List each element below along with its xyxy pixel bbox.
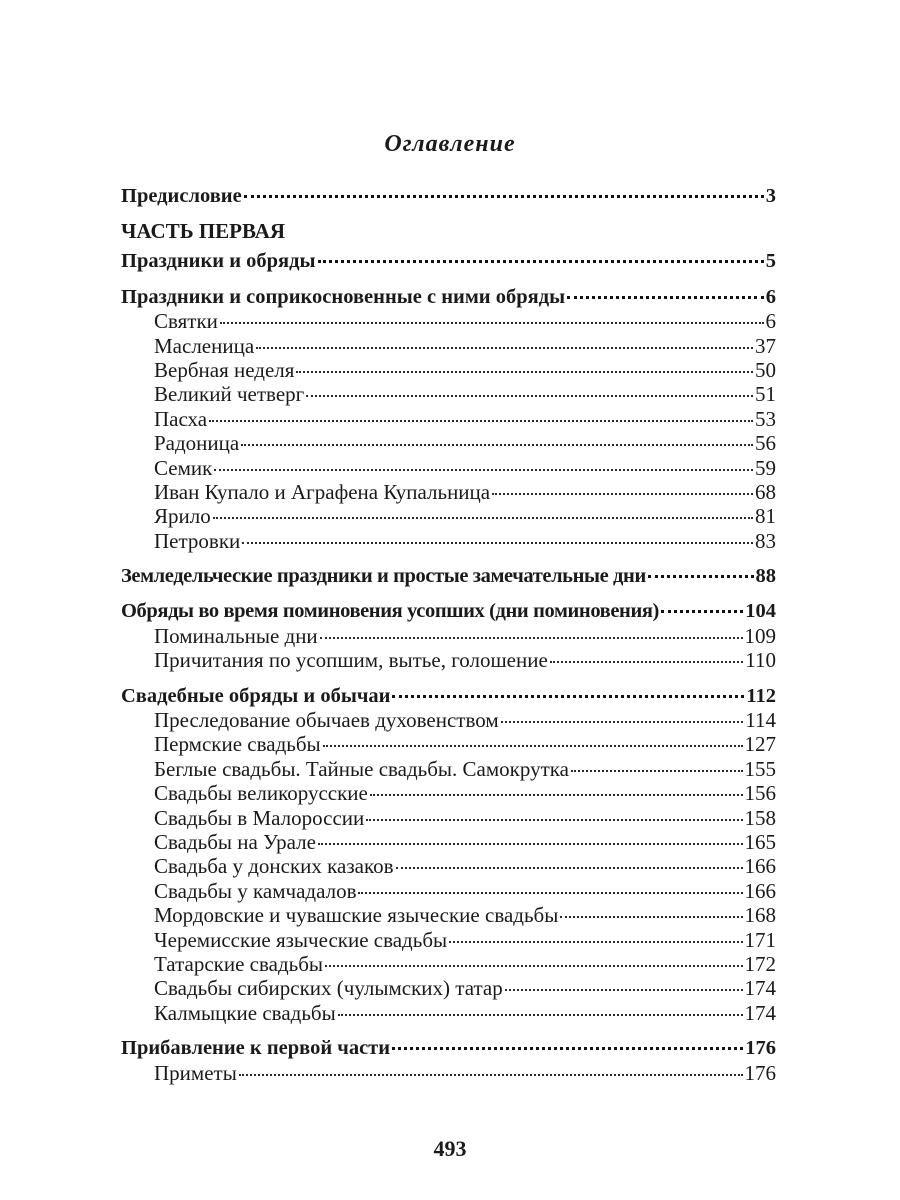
toc-entry-label: Свадьбы великорусские: [154, 781, 368, 806]
toc-subentry: [121, 879, 776, 903]
toc-subentry: [121, 358, 776, 382]
toc-entry-page: 172: [744, 951, 776, 976]
toc-subentry: [121, 504, 776, 528]
toc-entry-page: 112: [746, 684, 776, 707]
toc-entry-label: Свадьбы в Малороссии: [154, 805, 365, 830]
toc-entry-label: Великий четверг: [154, 382, 305, 407]
section-gap: [121, 673, 776, 684]
dot-leader: [256, 347, 753, 349]
toc-entry-label: Свадьбы на Урале: [154, 829, 316, 854]
toc-entry-label: Радоница: [154, 431, 240, 456]
toc-entry-label: Беглые свадьбы. Тайные свадьбы. Самокрутка: [154, 756, 569, 781]
toc-subentry: [121, 382, 776, 406]
toc-entry-label: Семик: [154, 455, 213, 480]
toc-subentry: [121, 309, 776, 333]
toc-entry-label: Петровки: [154, 528, 241, 553]
toc-entry-page: 6: [765, 309, 776, 334]
toc-entry-label: Свадьбы у камчадалов: [154, 878, 357, 903]
toc-entry-page: 3: [765, 185, 776, 207]
toc-entry-page: 166: [744, 854, 776, 879]
section-gap: [121, 588, 776, 599]
toc-entry-label: Вербная неделя: [154, 357, 295, 382]
dot-leader: [244, 195, 764, 198]
toc-entry: [121, 249, 776, 273]
toc-entry-label: Свадебные обряды и обычаи: [121, 684, 391, 707]
toc-entry-page: 155: [744, 756, 776, 781]
dot-leader: [392, 695, 744, 698]
dot-leader: [323, 745, 743, 747]
toc-subentry: [121, 480, 776, 504]
dot-leader: [501, 721, 744, 723]
toc-entry-page: 109: [744, 623, 776, 648]
toc-entry-page: 165: [744, 829, 776, 854]
toc-subentry: [121, 732, 776, 756]
toc-entry-page: 81: [755, 504, 776, 529]
toc-entry-label: Черемисские языческие свадьбы: [154, 927, 448, 952]
toc-entry-page: 37: [755, 333, 776, 358]
toc-entry-label: Свадьбы сибирских (чулымских) татар: [154, 976, 503, 1001]
section-gap: [121, 274, 776, 285]
toc-subentry: [121, 708, 776, 732]
toc-entry-page: 114: [745, 708, 776, 733]
toc-entry-page: 83: [755, 528, 776, 553]
toc-subentry: [121, 976, 776, 1000]
toc-subentry: [121, 757, 776, 781]
section-gap: [121, 1025, 776, 1036]
toc-entry-page: 176: [745, 1037, 776, 1060]
toc-entry-page: 51: [755, 382, 776, 407]
toc-entry-label: Обряды во время поминовения усопших (дни поминовения): [121, 600, 659, 623]
toc-entry-page: 53: [755, 406, 776, 431]
toc-entry-page: 174: [744, 1000, 776, 1025]
dot-leader: [338, 1014, 743, 1016]
dot-leader: [318, 260, 764, 263]
dot-leader: [209, 420, 753, 422]
dot-leader: [366, 819, 742, 821]
dot-leader: [214, 469, 753, 471]
toc-entry-label: Калмыцкие свадьбы: [154, 1000, 336, 1025]
toc-subentry: [121, 529, 776, 553]
toc-subentry: [121, 407, 776, 431]
toc-entry-label: Поминальные дни: [154, 623, 318, 648]
toc-entry-label: Татарские свадьбы: [154, 951, 324, 976]
toc-entry-page: 171: [744, 927, 776, 952]
dot-leader: [370, 794, 743, 796]
toc-entry-label: Предисловие: [121, 185, 242, 207]
dot-leader: [306, 395, 753, 397]
dot-leader: [550, 661, 743, 663]
toc-entry-label: Приметы: [154, 1060, 237, 1085]
toc-subentry: [121, 334, 776, 358]
toc-subentry: [121, 1001, 776, 1025]
dot-leader: [358, 892, 742, 894]
toc-entry-label: Иван Купало и Аграфена Купальница: [154, 479, 491, 504]
toc-entry: [121, 285, 776, 309]
toc-entry-page: 6: [765, 285, 776, 308]
toc-entry-page: 174: [744, 976, 776, 1001]
toc-entry: [121, 184, 776, 208]
toc-entry-page: 110: [745, 648, 776, 673]
toc-entry-page: 59: [755, 455, 776, 480]
toc-entry-page: 176: [744, 1060, 776, 1085]
page-number: 493: [433, 1136, 467, 1161]
toc-entry-label: Пасха: [154, 406, 208, 431]
toc-subentry: [121, 928, 776, 952]
dot-leader: [571, 770, 743, 772]
toc-entry-page: 50: [755, 357, 776, 382]
toc-entry: [121, 599, 776, 623]
toc-entry-label: Прибавление к первой части: [121, 1037, 391, 1060]
toc-entry-page: 166: [744, 878, 776, 903]
toc-entry-page: 56: [755, 431, 776, 456]
toc-entry-label: Земледельческие праздники и простые замечательные дни: [121, 565, 646, 588]
toc-entry-label: Пермские свадьбы: [154, 732, 321, 757]
toc-subentry: [121, 903, 776, 927]
toc-entry-label: Ярило: [154, 504, 211, 529]
toc-entry-label: Преследование обычаев духовенством: [154, 708, 499, 733]
toc-subentry: [121, 648, 776, 672]
dot-leader: [318, 843, 743, 845]
toc-entry-page: 158: [744, 805, 776, 830]
toc-subentry: [121, 830, 776, 854]
section-gap: [121, 553, 776, 564]
table-of-contents: [121, 184, 776, 1085]
toc-entry-page: 156: [744, 781, 776, 806]
toc-entry-label: Праздники и обряды: [121, 250, 316, 273]
toc-subentry: [121, 624, 776, 648]
dot-leader: [213, 517, 753, 519]
toc-subentry: [121, 952, 776, 976]
toc-entry-page: 68: [755, 479, 776, 504]
dot-leader: [567, 296, 764, 299]
dot-leader: [396, 867, 743, 869]
toc-entry-page: 88: [755, 565, 776, 588]
toc-entry: [121, 1036, 776, 1060]
toc-entry-page: 127: [744, 732, 776, 757]
toc-entry-label: Свадьба у донских казаков: [154, 854, 394, 879]
toc-subentry: [121, 1061, 776, 1085]
dot-leader: [241, 444, 753, 446]
dot-leader: [325, 965, 742, 967]
toc-entry: [121, 684, 776, 708]
dot-leader: [492, 493, 753, 495]
toc-entry-label: Праздники и соприкосновенные с ними обряды: [121, 285, 566, 308]
dot-leader: [320, 637, 743, 639]
dot-leader: [392, 1047, 743, 1050]
dot-leader: [661, 610, 743, 613]
dot-leader: [220, 322, 764, 324]
toc-subentry: [121, 781, 776, 805]
dot-leader: [505, 989, 743, 991]
dot-leader: [560, 916, 742, 918]
toc-subentry: [121, 456, 776, 480]
toc-entry-label: Святки: [154, 309, 218, 334]
toc-entry-page: 5: [765, 250, 776, 273]
toc-entry: [121, 564, 776, 588]
toc-subentry: [121, 806, 776, 830]
page-title: Оглавление: [384, 131, 516, 157]
dot-leader: [242, 542, 753, 544]
toc-entry-label: Масленица: [154, 333, 255, 358]
toc-entry-label: Мордовские и чувашские языческие свадьбы: [154, 903, 559, 928]
dot-leader: [449, 941, 742, 943]
dot-leader: [648, 575, 754, 578]
toc-entry-label: Причитания по усопшим, вытье, голошение: [154, 648, 548, 673]
toc-entry-page: 168: [744, 903, 776, 928]
toc-subentry: [121, 854, 776, 878]
dot-leader: [239, 1074, 743, 1076]
toc-entry-page: 104: [745, 600, 776, 623]
part-heading: ЧАСТЬ ПЕРВАЯ: [121, 219, 286, 244]
dot-leader: [296, 371, 753, 373]
toc-subentry: [121, 431, 776, 455]
